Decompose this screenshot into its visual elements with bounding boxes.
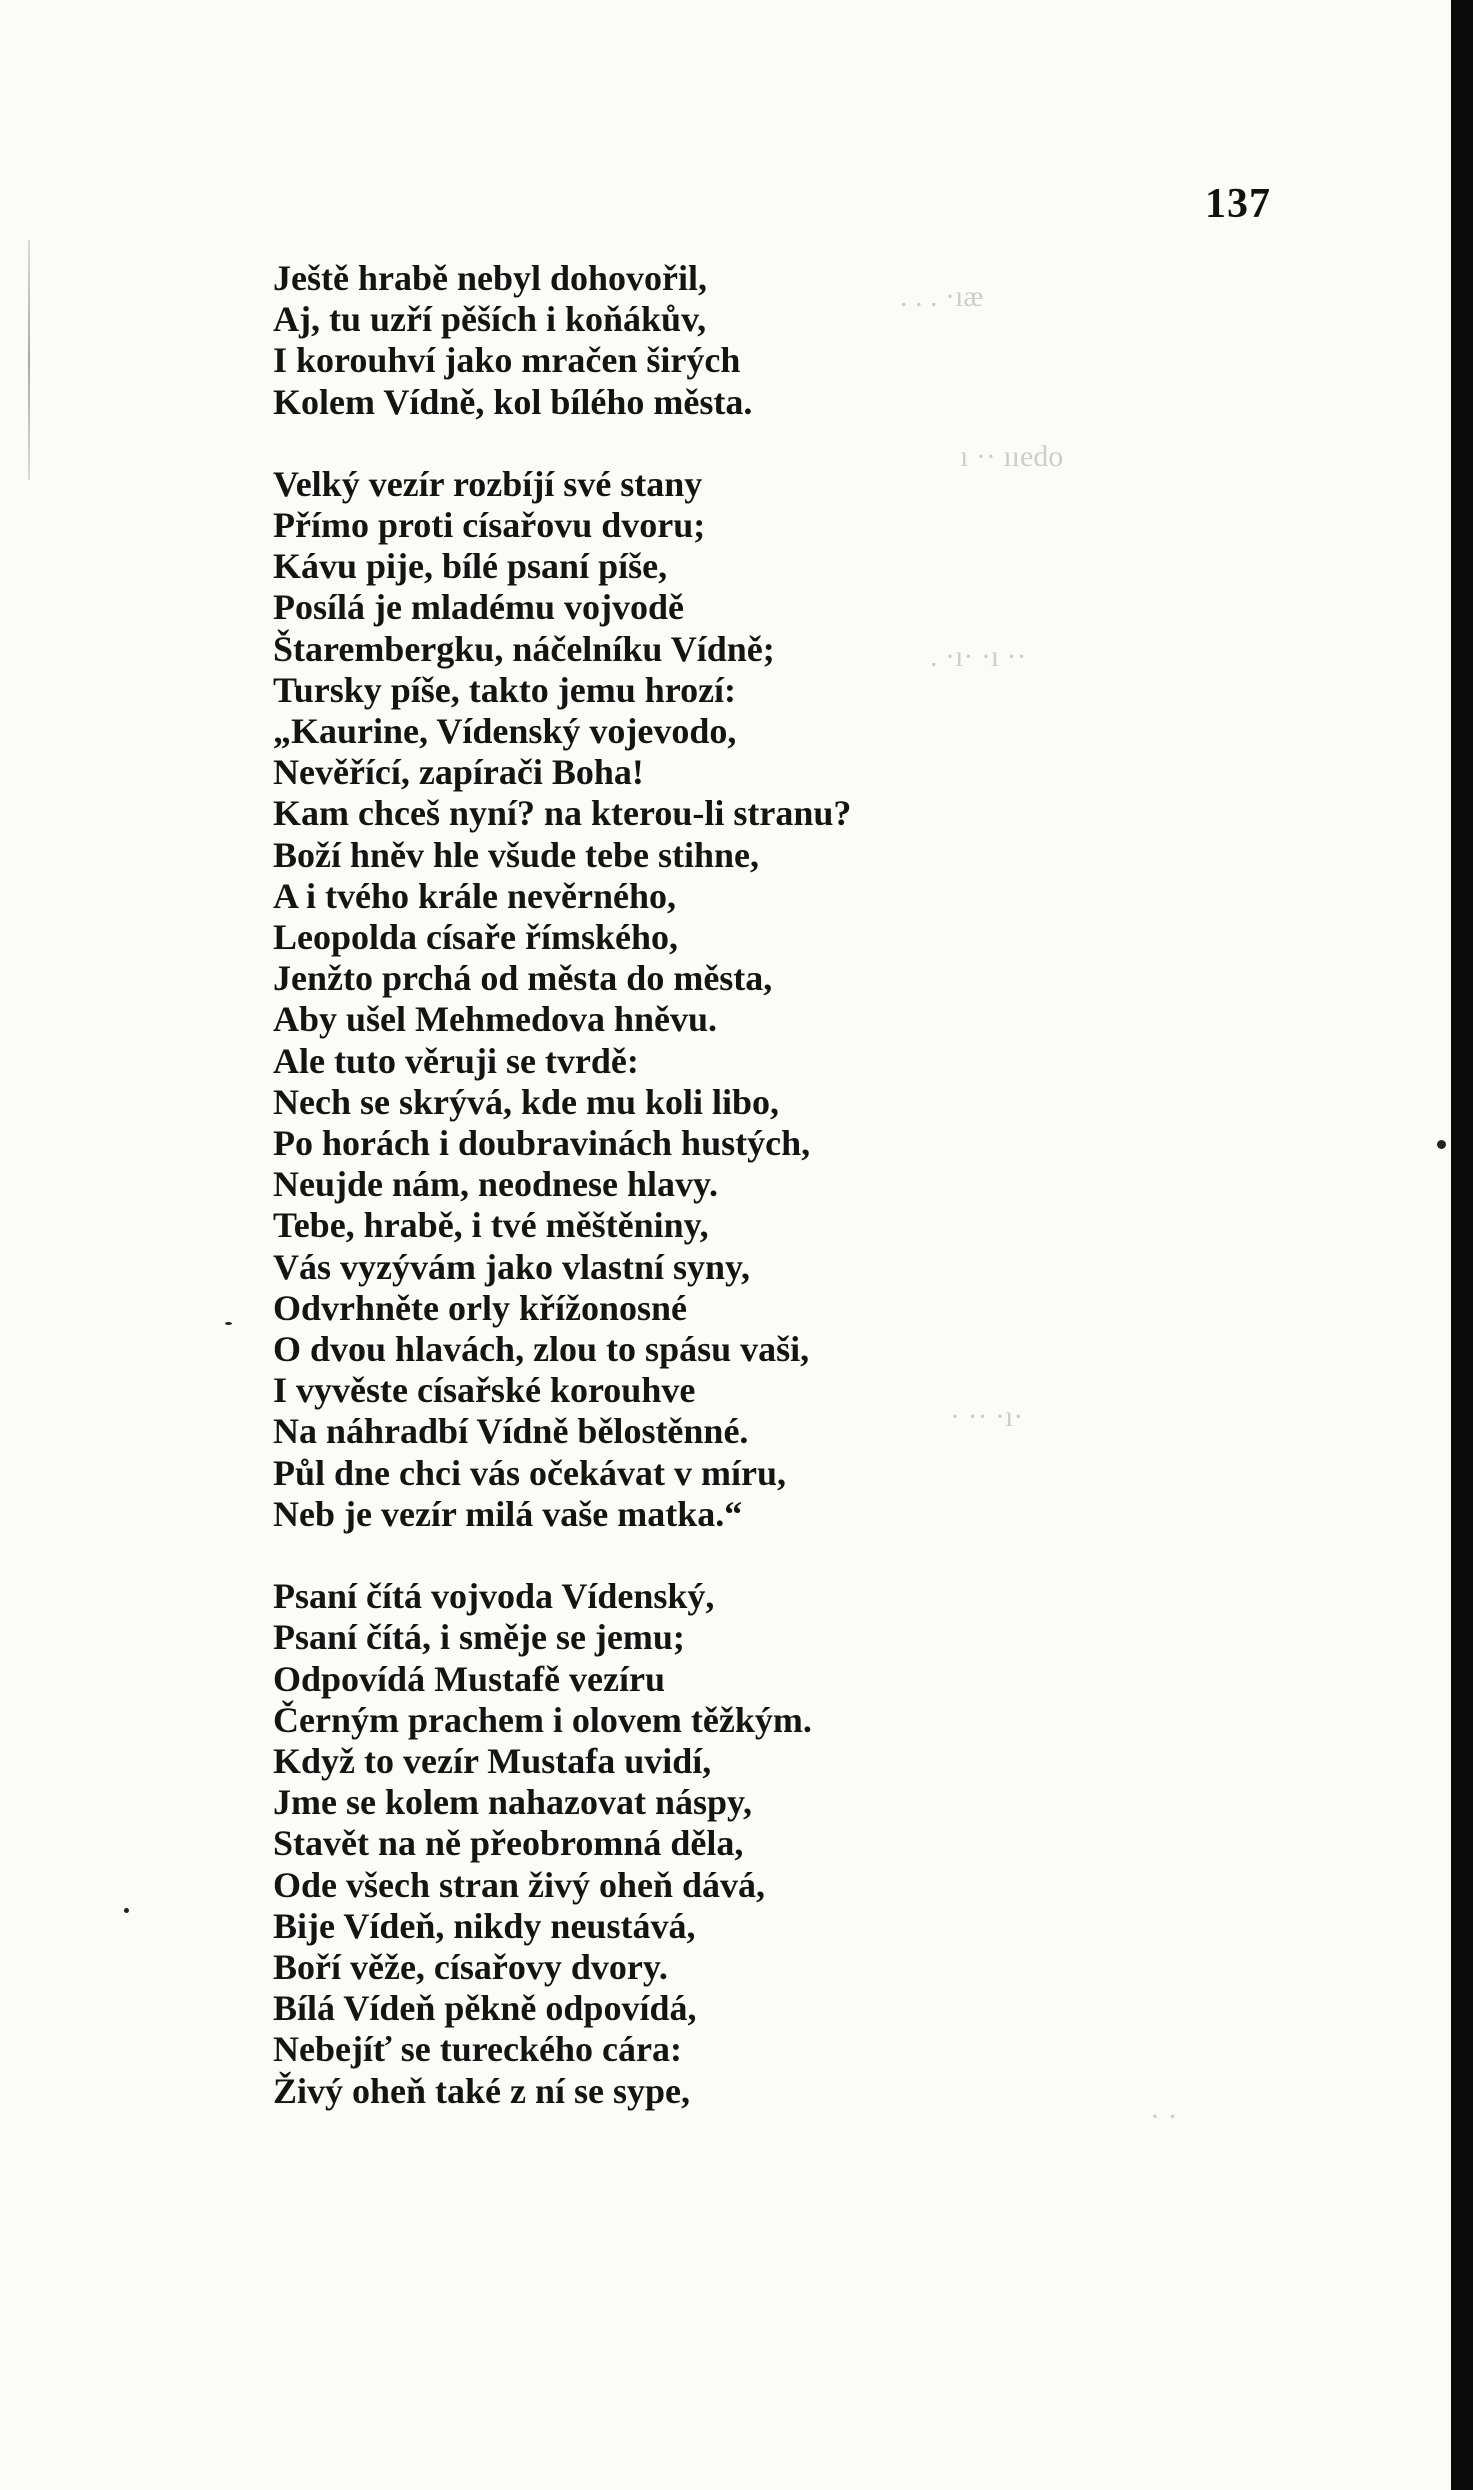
show-through-text: . . . ·ıæ xyxy=(900,280,984,313)
verse-line: Jme se kolem nahazovat náspy, xyxy=(273,1782,753,1823)
verse-line: Posílá je mladému vojvodě xyxy=(273,587,684,628)
verse-line: Štarembergku, náčelníku Vídně; xyxy=(273,628,775,669)
dust-speck xyxy=(225,1322,232,1325)
verse-line: Odvrhněte orly křížonosné xyxy=(273,1287,687,1328)
page-number: 137 xyxy=(1205,181,1271,227)
verse-line: Černým prachem i olovem těžkým. xyxy=(273,1699,812,1740)
show-through-text: · ·· ·ı· xyxy=(950,1400,1024,1433)
verse-line: Psaní čítá, i směje se jemu; xyxy=(273,1617,685,1658)
verse-line: Kam chceš nyní? na kterou-li stranu? xyxy=(273,793,852,834)
verse-line: Ode všech stran živý oheň dává, xyxy=(273,1864,766,1905)
poem-text xyxy=(273,258,1073,2112)
stanza xyxy=(273,464,1073,1535)
verse-line: Bílá Vídeň pěkně odpovídá, xyxy=(273,1988,697,2029)
verse-line: Tursky píše, takto jemu hrozí: xyxy=(273,669,737,710)
verse-line: Půl dne chci vás očekávat v míru, xyxy=(273,1452,786,1493)
verse-line: Bije Vídeň, nikdy neustává, xyxy=(273,1905,696,1946)
verse-line: Po horách i doubravinách hustých, xyxy=(273,1123,811,1164)
verse-line: Aj, tu uzří pěších i koňákův, xyxy=(273,299,707,340)
verse-line: Jenžto prchá od města do města, xyxy=(273,958,773,999)
scan-edge-border xyxy=(1451,0,1473,2490)
verse-line: „Kaurine, Vídenský vojevodo, xyxy=(273,711,737,752)
verse-line: Stavět na ně přeobromná děla, xyxy=(273,1823,744,1864)
verse-line: Tebe, hrabě, i tvé měštěniny, xyxy=(273,1205,709,1246)
verse-line: Odpovídá Mustafě vezíru xyxy=(273,1658,665,1699)
stanza xyxy=(273,1576,1073,2112)
verse-line: Kávu pije, bílé psaní píše, xyxy=(273,546,668,587)
verse-line: Boží hněv hle všude tebe stihne, xyxy=(273,834,760,875)
verse-line: A i tvého krále nevěrného, xyxy=(273,875,676,916)
verse-line: Přímo proti císařovu dvoru; xyxy=(273,505,706,546)
verse-line: Velký vezír rozbíjí své stany xyxy=(273,463,703,504)
page-spine-shadow xyxy=(28,240,30,480)
verse-line: Kolem Vídně, kol bílého města. xyxy=(273,381,753,422)
show-through-text: ı ·· ııedo xyxy=(960,440,1064,473)
dust-speck xyxy=(124,1908,129,1913)
verse-line: Nebejíť se tureckého cára: xyxy=(273,2029,682,2070)
verse-line: Psaní čítá vojvoda Vídenský, xyxy=(273,1576,715,1617)
verse-line: O dvou hlavách, zlou to spásu vaši, xyxy=(273,1329,810,1370)
verse-line: Nech se skrývá, kde mu koli libo, xyxy=(273,1081,780,1122)
verse-line: Neb je vezír milá vaše matka.“ xyxy=(273,1493,743,1534)
verse-line: Aby ušel Mehmedova hněvu. xyxy=(273,999,718,1040)
show-through-text: . ·ı· ·ı ·· xyxy=(930,640,1027,673)
verse-line: Ale tuto věruji se tvrdě: xyxy=(273,1040,639,1081)
verse-line: I korouhví jako mračen širých xyxy=(273,340,741,381)
verse-line: Ještě hrabě nebyl dohovořil, xyxy=(273,258,708,298)
verse-line: I vyvěste císařské korouhve xyxy=(273,1370,696,1411)
verse-line: Když to vezír Mustafa uvidí, xyxy=(273,1740,712,1781)
verse-line: Živý oheň také z ní se sype, xyxy=(273,2070,691,2111)
verse-line: Neujde nám, neodnese hlavy. xyxy=(273,1164,719,1205)
show-through-text: · · xyxy=(1150,2100,1178,2133)
verse-line: Leopolda císaře římského, xyxy=(273,917,678,958)
verse-line: Na náhradbí Vídně bělostěnné. xyxy=(273,1411,749,1452)
verse-line: Nevěřící, zapírači Boha! xyxy=(273,752,644,793)
dust-speck xyxy=(1437,1140,1446,1149)
verse-line: Boří věže, císařovy dvory. xyxy=(273,1946,668,1987)
stanza xyxy=(273,258,1073,423)
verse-line: Vás vyzývám jako vlastní syny, xyxy=(273,1246,751,1287)
